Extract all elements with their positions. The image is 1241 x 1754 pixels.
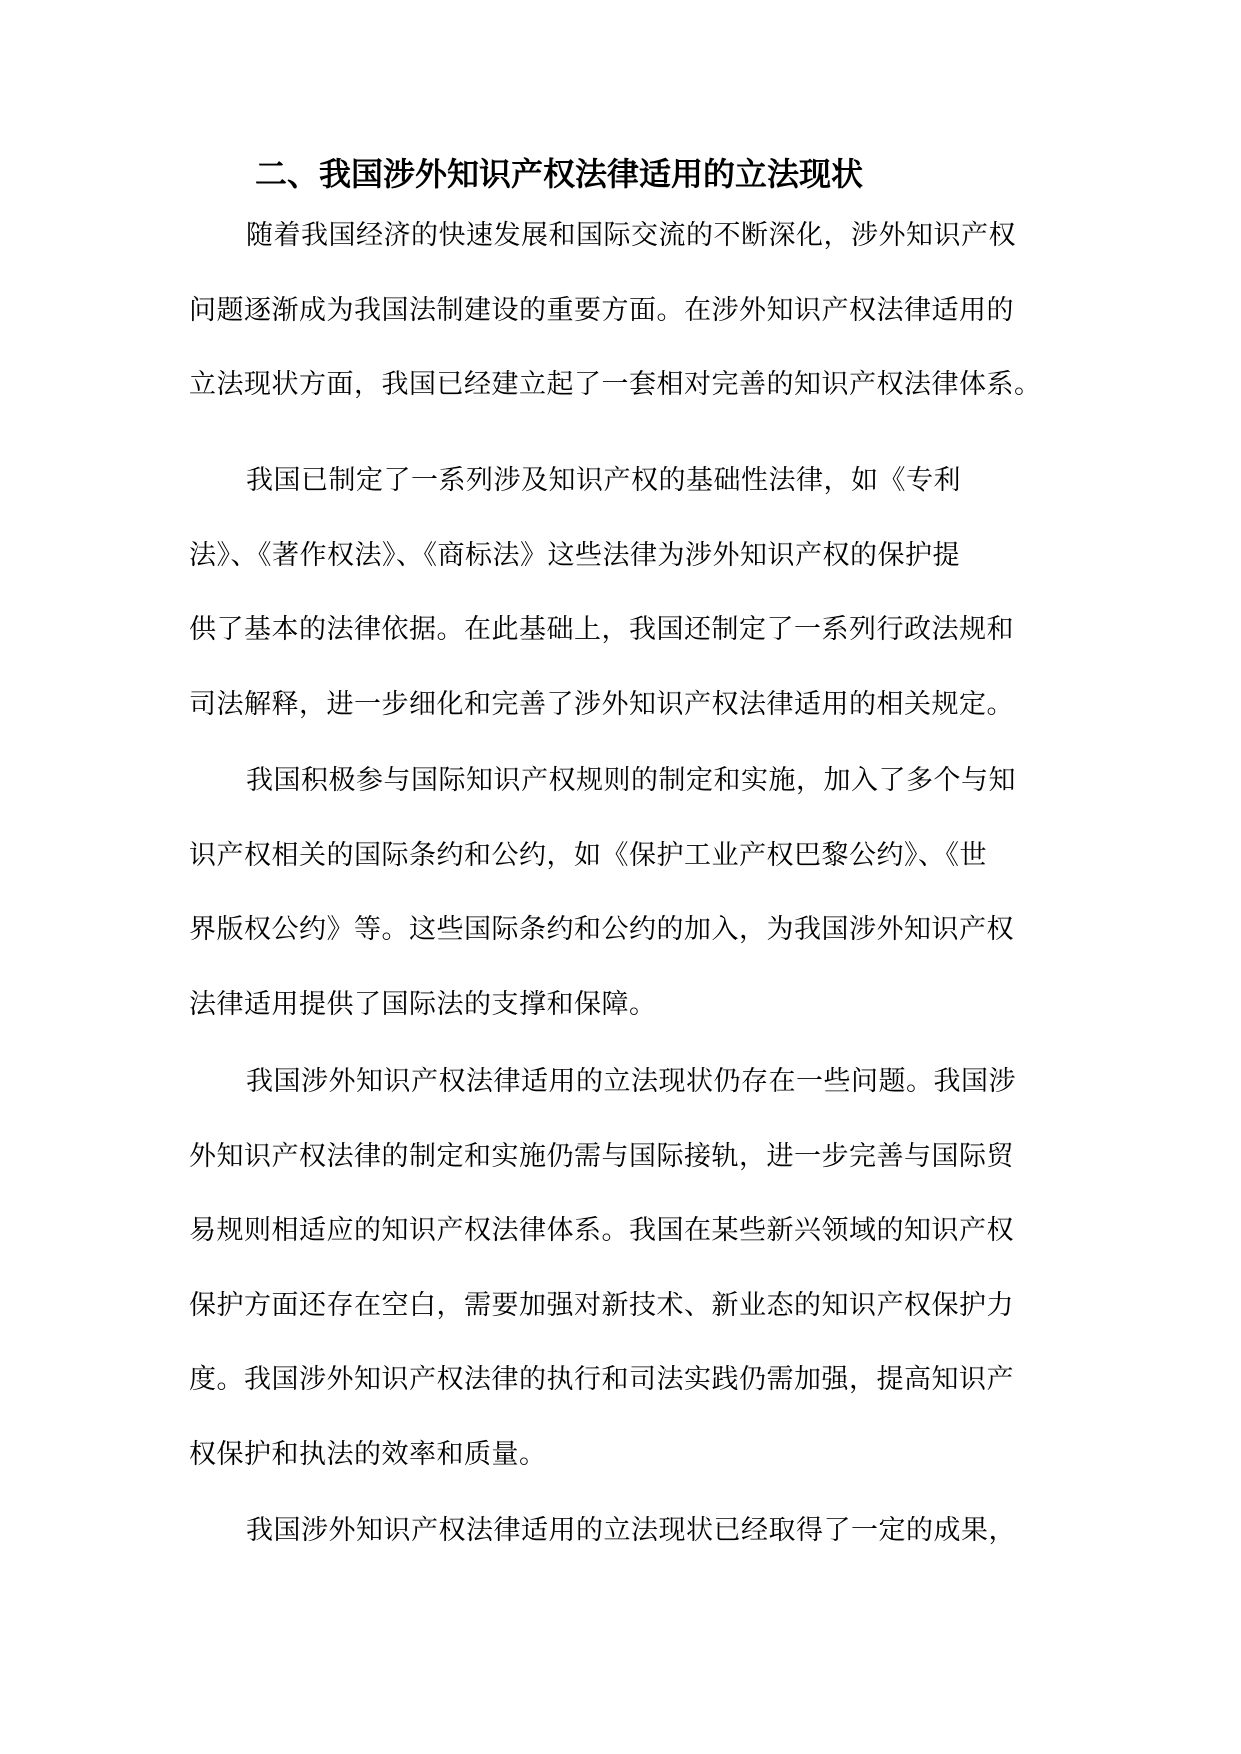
body-line: 识产权相关的国际条约和公约，如《保护工业产权巴黎公约》、《世 bbox=[189, 840, 987, 871]
body-line: 我国涉外知识产权法律适用的立法现状仍存在一些问题。我国涉 bbox=[246, 1066, 1016, 1097]
body-line: 我国涉外知识产权法律适用的立法现状已经取得了一定的成果， bbox=[246, 1515, 1016, 1546]
body-line: 外知识产权法律的制定和实施仍需与国际接轨，进一步完善与国际贸 bbox=[189, 1141, 1014, 1172]
section-heading: 二、我国涉外知识产权法律适用的立法现状 bbox=[255, 155, 864, 193]
body-line: 易规则相适应的知识产权法律体系。我国在某些新兴领域的知识产权 bbox=[189, 1215, 1014, 1246]
body-line: 我国已制定了一系列涉及知识产权的基础性法律，如《专利 bbox=[246, 465, 961, 496]
body-line: 权保护和执法的效率和质量。 bbox=[189, 1439, 547, 1470]
body-line: 保护方面还存在空白，需要加强对新技术、新业态的知识产权保护力 bbox=[189, 1290, 1014, 1321]
body-line: 问题逐渐成为我国法制建设的重要方面。在涉外知识产权法律适用的 bbox=[189, 295, 1014, 326]
body-line: 界版权公约》等。这些国际条约和公约的加入，为我国涉外知识产权 bbox=[189, 914, 1014, 945]
body-line: 司法解释，进一步细化和完善了涉外知识产权法律适用的相关规定。 bbox=[189, 689, 1014, 720]
body-line: 供了基本的法律依据。在此基础上，我国还制定了一系列行政法规和 bbox=[189, 614, 1014, 645]
body-line: 度。我国涉外知识产权法律的执行和司法实践仍需加强，提高知识产 bbox=[189, 1364, 1014, 1395]
body-line: 随着我国经济的快速发展和国际交流的不断深化，涉外知识产权 bbox=[246, 220, 1016, 251]
body-line: 法律适用提供了国际法的支撑和保障。 bbox=[189, 989, 657, 1020]
body-line: 我国积极参与国际知识产权规则的制定和实施，加入了多个与知 bbox=[246, 765, 1016, 796]
body-line: 立法现状方面，我国已经建立起了一套相对完善的知识产权法律体系。 bbox=[189, 369, 1042, 400]
body-line: 法》、《著作权法》、《商标法》这些法律为涉外知识产权的保护提 bbox=[189, 540, 960, 571]
